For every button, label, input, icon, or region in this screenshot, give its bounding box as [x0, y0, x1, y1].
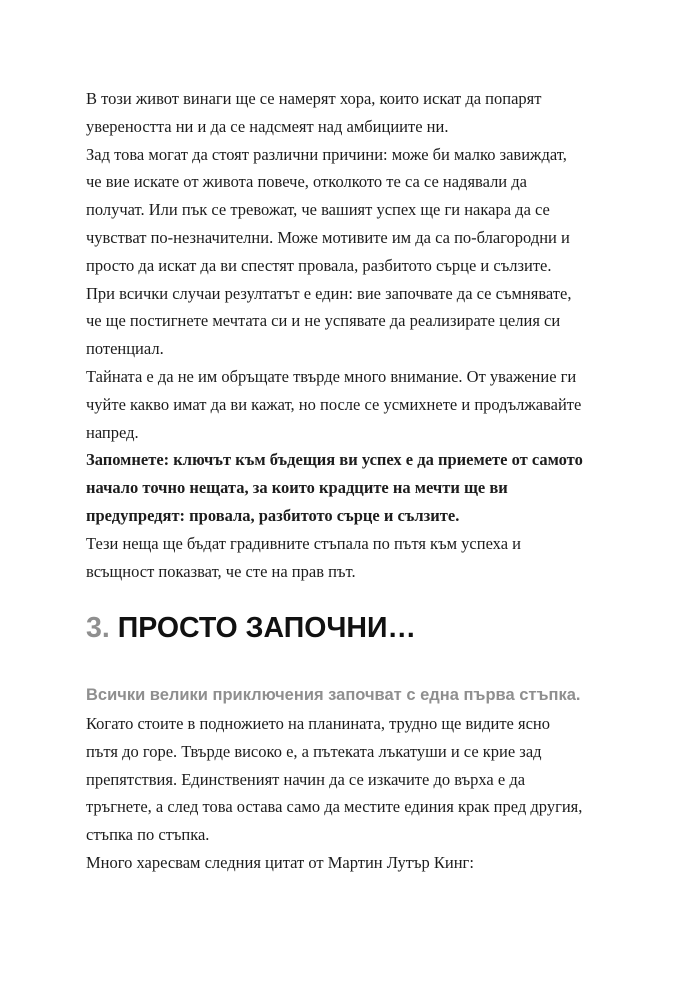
text-block-intro	[86, 85, 626, 585]
text-line: че вие искате от живота повече, отколкото те са се надявали да	[86, 172, 527, 192]
text-line: всъщност показват, че сте на прав път.	[86, 561, 356, 581]
paragraph-stepping-stones	[86, 530, 626, 586]
section-number: 3.	[86, 612, 110, 644]
text-line: Много харесвам следния цитат от Мартин Лутър Кинг:	[86, 852, 474, 872]
paragraph-result	[86, 280, 626, 363]
text-line: предупредят: провала, разбитото сърце и сълзите.	[86, 505, 460, 525]
text-line: пътя до горе. Твърде високо е, а пътеката лъкатуши и се крие зад	[86, 741, 542, 761]
text-line: Тези неща ще бъдат градивните стъпала по пътя към успеха и	[86, 533, 521, 553]
text-line: В този живот винаги ще се намерят хора, които искат да попарят	[86, 89, 542, 108]
text-line: потенциал.	[86, 339, 164, 359]
text-line: напред.	[86, 422, 139, 442]
text-line: получат. Или пък се тревожат, че вашият успех ще ги накара да се	[86, 200, 550, 220]
section-heading	[86, 610, 416, 646]
text-line: Тайната е да не им обръщате твърде много внимание. От уважение ги	[86, 366, 577, 386]
text-line: чувстват по-незначителни. Може мотивите им да са по-благородни и	[86, 227, 570, 247]
paragraph-remember-bold	[86, 446, 626, 529]
paragraph-dream-stealers	[86, 85, 626, 141]
paragraph-secret	[86, 363, 626, 446]
text-line: тръгнете, а след това остава само да местите единия крак пред другия,	[86, 797, 583, 817]
paragraph-mountain	[86, 710, 626, 849]
text-line: Зад това могат да стоят различни причини: може би малко завиждат,	[86, 144, 567, 164]
section-title: ПРОСТО ЗАПОЧНИ…	[117, 612, 416, 644]
text-line: стъпка по стъпка.	[86, 825, 210, 845]
text-block-section	[86, 710, 626, 877]
text-line: начало точно нещата, за които крадците на мечти ще ви	[86, 478, 508, 498]
text-line: че ще постигнете мечтата си и не успявате да реализирате целия си	[86, 311, 561, 331]
text-line: Запомнете: ключът към бъдещия ви успех е да приемете от самото	[86, 450, 583, 470]
section-subtitle: Всички велики приключения започват с една първа стъпка.	[86, 686, 581, 704]
text-line: При всички случаи резултатът е един: вие започвате да се съмнявате,	[86, 283, 572, 303]
text-line: Когато стоите в подножието на планината, трудно ще видите ясно	[86, 714, 550, 733]
text-line: чуйте какво имат да ви кажат, но после се усмихнете и продължавайте	[86, 394, 582, 414]
text-line: препятствия. Единственият начин да се изкачите до върха е да	[86, 769, 526, 789]
paragraph-quote-intro	[86, 849, 626, 877]
text-line: увереността ни и да се надсмеят над амбициите ни.	[86, 116, 449, 136]
text-line: просто да искат да ви спестят провала, разбитото сърце и сълзите.	[86, 255, 552, 275]
paragraph-reasons	[86, 141, 626, 280]
